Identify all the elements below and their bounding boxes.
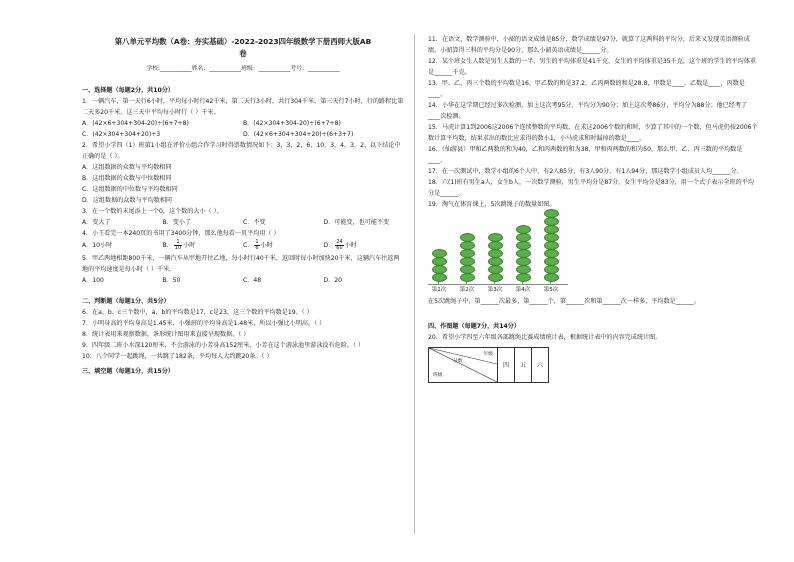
question-19-blanks: 在5次跳绳子中，第______次最多，第______个，第______次和第______次一样多，平均数是______。 [428,298,701,305]
fraction: $\frac{24}{60}$ [336,238,343,251]
bead-column-5 [544,210,558,282]
corner-label-grade: 年级 [483,352,493,357]
left-column [82,34,404,377]
bead [432,273,447,282]
column-divider [414,34,415,534]
bead [544,273,559,282]
question-9: 9．四年级二班小水深120厘米，不会游泳的小芳身高152厘米，小芳在这个游泳池里游泳没有危险。（ ） [82,342,364,349]
q1-option-c: C．(42×304+304+20)÷3 [82,131,161,138]
bead [488,273,503,282]
right-column [428,34,758,383]
q4-option-c: C． $\frac{1}{6}$ 小时 [243,238,273,251]
question-6: 6．在a、b、c三个数中，a、b的平均数是17，c是23，这三个数的平均数是19。（ ） [82,309,313,316]
bead-label-5: 第5次 [543,287,559,293]
bead-column-3 [488,234,502,282]
q2-option-c: C．这组数据的中位数与平均数相同 [82,186,178,193]
question-18: 18．六(1)班有男生a人，女生b人，一次数学测验，男生平均分是87分，女生平均分是83分，用一个式子表示全班的平均分是______。 [428,179,754,197]
question-7: 7．小明身高的平均身高是1.45米，小强班的平均身高是1.48米，所以小强比小明高。（ ） [82,320,326,327]
q3-options [82,217,404,228]
bead-column-1 [432,250,446,282]
q1-option-a: A．(42×6+304+304-20)÷(6+7+8) [82,120,189,127]
section-choice: 一、选择题（每题2分，共10分） [82,87,174,94]
fraction: $\frac{1}{10}$ [174,238,182,251]
section-drawing: 四、作图题（每题7分，共14分） [428,323,520,330]
bead-column-2 [460,234,474,282]
table-header-six: 六 [532,348,549,383]
question-1: 1．一辆汽车，第一天行6小时，平均每小时行42千米，第二天行3小时，共行304千米，第三天行7小时，行的路程比第二天多20千米。这三天中平均每小时行（ ）千米。 [82,98,404,116]
q1-option-b: B．(42×304+304-20)÷(6+7+8) [243,120,341,127]
question-4: 4．小王看完一本240页的书用了3400分钟，那么他每看一页平均用（ ） [82,230,280,237]
page-title: 第八单元平均数（A卷：夯实基础）-2022-2023四年级数学下册西师大版AB [114,37,372,46]
page-title-cont: 卷 [239,49,247,58]
question-13: 13．甲、乙、丙三个数的平均数是16，甲乙数的和是37.2，乙丙两数的和是28.8，甲数是____，乙数是____，丙数是____。 [428,80,745,98]
table-header-five: 五 [515,348,532,383]
question-17: 17．在一次测试中，数学小组的6个人中，有2人85分，有3人90分，有1人94分，那这数学小组成员人均______分。 [428,168,743,175]
fraction: $\frac{1}{6}$ [255,238,259,251]
q2-option-d: D．这组数据的众数与平均数相同 [82,197,173,204]
question-16: 16．（仙游县）甲和乙两数的和为40，乙和丙两数的和为38，甲和丙两数的和为50，那么甲、乙、丙三数的平均数是____。 [428,146,743,164]
q3-option-b: B．变小了 [162,219,192,226]
question-2: 2．希望小学四（1）班第1小组在评价小组合作学习时得票数情况如下：3，3，2，6，10，3，4，3，2，以下结论中正确的是（ ）。 [82,142,401,160]
section-fill: 三、填空题（每题1分，共15分） [82,368,174,375]
question-8: 8．统计表用来观察数据，条形统计图用来直接呈现数据。（ ） [82,331,250,338]
student-info: 学校:___________姓名：___________班级：___________考号：___________ [146,66,340,72]
bead-label-4: 第4次 [515,287,531,293]
table-corner-cell [429,348,498,383]
q5-option-a: A．100 [82,277,104,284]
q4-options [82,239,404,253]
q2-option-b: B．这组数据的众数与中位数相同 [82,175,172,182]
question-12: 12．某个班女生人数是男生人数的一半，男生的平均体重是41千克，女生的平均体重是35千克，这个班的学生的平均体重是______千克。 [428,58,756,76]
q3-option-d: D．可能变，也可能不变 [323,219,390,226]
q5-options [82,275,404,286]
q5-option-b: B．50 [162,277,181,284]
question-3: 3．在一个数的末尾添上一个0，这个数的大小（ ）。 [82,208,223,215]
question-19: 19．淘气在体育课上，5次跳绳子的数量如图。 [428,201,556,208]
jump-rope-bead-chart [428,212,758,296]
bead-label-2: 第2次 [459,287,475,293]
question-11: 11．在语文、数学测验中，小韶的语文成绩是85分，数学成绩是97分，就算了这两科的平均分，后来又发现英语测验成绩，小韶算得三科的平均分是90分，那么小韶英语成绩是______分。 [428,36,750,54]
q3-option-a: A．变大了 [82,219,111,226]
bead-label-1: 第1次 [431,287,447,293]
q5-option-d: D．20 [323,277,343,284]
question-20: 20．希望小学四至六年级各部跳绳比赛成绩统计表，根据统计表中的内容完成统计图。 [428,334,662,341]
q5-option-c: C．48 [243,277,262,284]
question-5: 5．甲乙两地相距800千米，一辆汽车从甲地开往乙地，每小时行40千米，返回时每小时加快20千米，这辆汽车往返两地的平均速度是每小时（ ）千米。 [82,255,400,273]
q2-option-a: A．这组数据的众数与平均数相同 [82,164,172,171]
bead-label-3: 第3次 [487,287,503,293]
q4-option-a: A．10小时 [82,242,113,249]
corner-label-class: 班级 [433,373,443,378]
q4-option-d: D． $\frac{24}{60}$ 小时 [323,238,357,251]
bead [516,273,531,282]
bead-column-4 [516,226,530,282]
question-14: 14．小华在这学期已经过多次检测，加上这次考95分，平均分为90分；加上这次考86分，平均分为88分；他已经考了____次检测。 [428,102,748,120]
question-10: 10．八个同学一起跳绳，一共跳了182条，平均每人大约跳20条。（ ） [82,353,273,360]
section-judgement: 二、判断题（每题1分，共5分） [82,298,170,305]
q1-option-d: D．(42×6+304+304+20)÷(6+3+7) [243,131,354,138]
q3-option-c: C．不变 [243,219,266,226]
q1-options-cd [82,129,404,140]
corner-label-score: 分数 [453,359,463,364]
table-header-four: 四 [498,348,515,383]
bead [460,273,475,282]
q4-option-b: B． $\frac{1}{10}$ 小时 [162,238,196,251]
question-15: 15．马虎计算1到2006这2006个连续整数的平均数，在求这2006个数的和时，少算了其中的一个数，但马虎仍按2006个数计算平均数，结果求出的数比应求得的数小1，小马虎求和时漏掉的数是____。 [428,124,758,142]
score-table [428,347,549,383]
q1-options-ab [82,118,404,129]
